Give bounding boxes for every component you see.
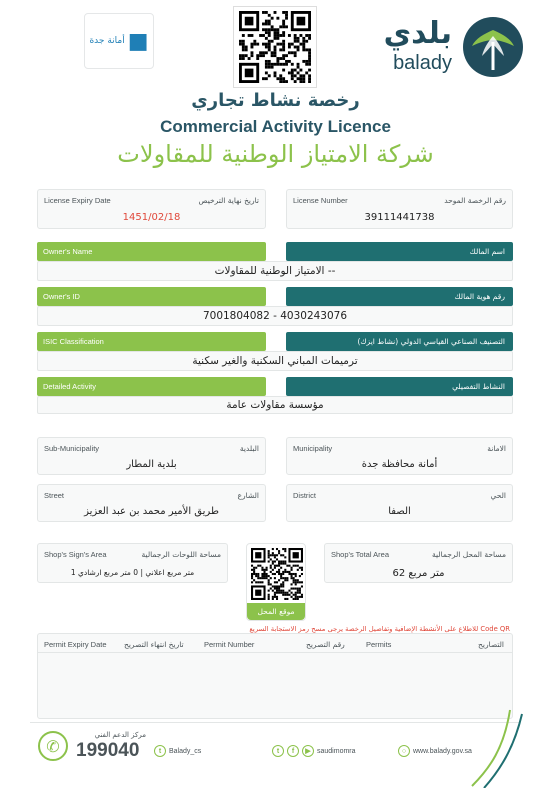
amana-logo-text: أمانة جدة — [89, 35, 125, 46]
twitter-icon: t — [272, 745, 284, 757]
social-links[interactable] — [272, 745, 356, 757]
district-value: الصفا — [388, 506, 411, 517]
owner-id-label-en: Owner's ID — [37, 287, 266, 306]
license-number-box — [286, 189, 513, 229]
detailed-activity-label-en: Detailed Activity — [37, 377, 266, 396]
municipality-box — [286, 437, 513, 475]
palm-tree-icon — [462, 16, 524, 78]
total-area-label-en: Shop's Total Area — [331, 550, 390, 559]
district-label-en: District — [293, 491, 316, 500]
sub-municipality-value: بلدية المطار — [126, 459, 177, 470]
permits-table — [37, 633, 513, 719]
permit-expiry-header-en: Permit Expiry Date — [44, 640, 107, 649]
location-qr-label: موقع المحل — [247, 603, 305, 620]
street-label-ar: الشارع — [237, 491, 259, 500]
support-number[interactable]: 199040 — [76, 740, 140, 761]
twitter-handle: Balady_cs — [169, 747, 202, 755]
isic-label-en: ISIC Classification — [37, 332, 266, 351]
decorative-curve-icon — [470, 708, 526, 788]
sub-municipality-label-en: Sub-Municipality — [44, 444, 100, 453]
owner-name-label-ar: اسم المالك — [286, 242, 513, 261]
title-ar: رخصة نشاط تجاري — [191, 90, 360, 111]
sub-municipality-label-ar: البلدية — [239, 444, 259, 453]
balady-logo-en: balady — [393, 52, 452, 74]
footer-divider — [30, 722, 520, 723]
signs-area-box — [37, 543, 228, 583]
total-area-label-ar: مساحة المحل الرجمالية — [432, 550, 506, 559]
district-label-ar: الحي — [490, 491, 506, 500]
balady-logo — [370, 12, 530, 78]
permits-header-ar: التصاريح — [478, 640, 504, 649]
permits-header-divider — [38, 652, 512, 653]
license-number-label-en: License Number — [293, 196, 348, 205]
detailed-activity-label-ar: النشاط التفصيلي — [286, 377, 513, 396]
total-area-value: 62 متر مربع — [392, 568, 445, 579]
phone-icon: ✆ — [38, 731, 68, 761]
license-expiry-label-en: License Expiry Date — [44, 196, 111, 205]
detailed-activity-value: مؤسسة مقاولات عامة — [37, 396, 513, 414]
social-handle: saudimomra — [317, 747, 356, 755]
company-name: شركة الامتياز الوطنية للمقاولات — [117, 140, 434, 168]
permit-expiry-header-ar: تاريخ انتهاء التصريح — [124, 640, 184, 649]
jeddah-mark-icon: ■ — [127, 28, 149, 54]
total-area-box — [324, 543, 513, 583]
qr-code-icon — [251, 548, 303, 600]
license-number-label-ar: رقم الرخصة الموحد — [444, 196, 506, 205]
district-box — [286, 484, 513, 522]
signs-area-label-ar: مساحة اللوحات الرجمالية — [141, 550, 221, 559]
amana-jeddah-logo — [84, 13, 154, 69]
location-qr-box[interactable] — [246, 543, 306, 621]
website-url: www.balady.gov.sa — [413, 747, 472, 755]
support-label: مركز الدعم الفني — [94, 731, 146, 739]
municipality-label-ar: الامانة — [487, 444, 506, 453]
qr-code-icon — [238, 11, 312, 83]
isic-value: ترميمات المباني السكنية والغير سكنية — [37, 351, 513, 371]
license-expiry-value: 1451/02/18 — [122, 212, 181, 223]
street-value: طريق الأمير محمد بن عبد العزيز — [84, 506, 219, 517]
municipality-value: أمانة محافظة جدة — [361, 459, 438, 470]
signs-area-label-en: Shop's Sign's Area — [44, 550, 107, 559]
sub-municipality-box — [37, 437, 266, 475]
website-link[interactable] — [398, 745, 472, 757]
license-number-value: 39111441738 — [364, 212, 435, 223]
globe-icon: ○ — [398, 745, 410, 757]
permit-number-header-en: Permit Number — [204, 640, 255, 649]
street-label-en: Street — [44, 491, 65, 500]
twitter-link[interactable] — [154, 745, 201, 757]
street-box — [37, 484, 266, 522]
municipality-label-en: Municipality — [293, 444, 333, 453]
owner-id-label-ar: رقم هوية المالك — [286, 287, 513, 306]
title-en: Commercial Activity Licence — [160, 117, 391, 136]
permits-header-en: Permits — [366, 640, 392, 649]
twitter-icon: t — [154, 745, 166, 757]
signs-area-value: متر مربع اعلاني | 0 متر مربع ارشادي 1 — [70, 568, 195, 577]
qr-note: للاطلاع على الأنشطة الإضافية وتفاصيل الرخصة يرجى مسح رمز الاستجابة السريع Code QR — [249, 625, 510, 633]
license-qr-code — [233, 6, 317, 88]
youtube-icon: ▶ — [302, 745, 314, 757]
facebook-icon: f — [287, 745, 299, 757]
owner-name-value: الامتياز الوطنية للمقاولات -- — [37, 261, 513, 281]
license-expiry-box — [37, 189, 266, 229]
balady-logo-ar: بلدي — [383, 16, 452, 51]
owner-id-value: 7001804082 - 4030243076 — [37, 306, 513, 326]
isic-label-ar: التصنيف الصناعي القياسي الدولي (نشاط ايزك) — [286, 332, 513, 351]
license-expiry-label-ar: تاريخ نهاية الترخيص — [198, 196, 259, 205]
permit-number-header-ar: رقم التصريح — [306, 640, 345, 649]
owner-name-label-en: Owner's Name — [37, 242, 266, 261]
